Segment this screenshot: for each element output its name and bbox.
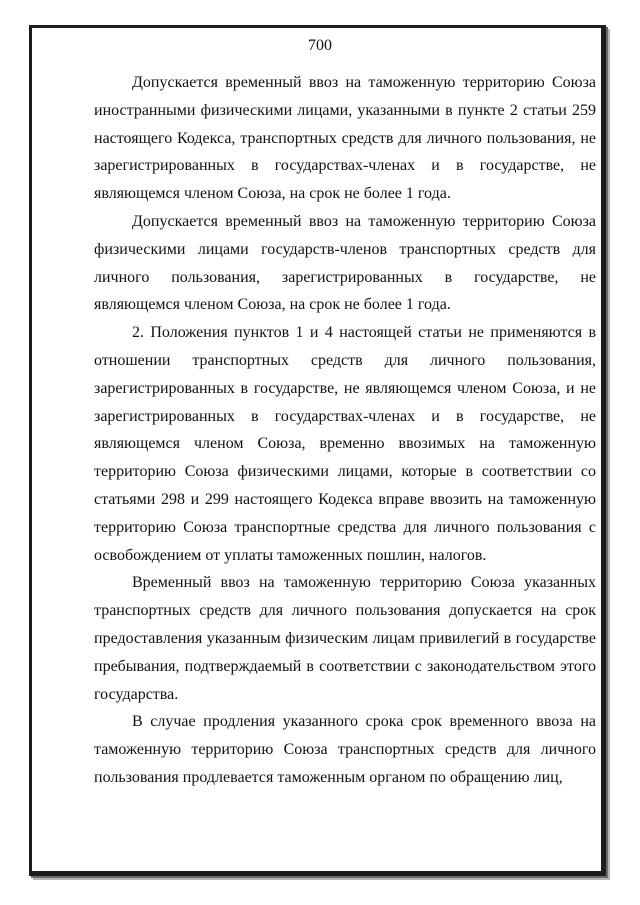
- paragraph: Допускается временный ввоз на таможенную территорию Союза физическими лицами государств-членов транспортных средств для личного пользования, зарегистрированных в государстве, не являющемся членом Союза, на срок не более 1 года.: [94, 212, 596, 314]
- paragraph: В случае продления указанного срока срок временного ввоза на таможенную территорию Союза транспортных средств для личного пользования продлевается таможенным органом по обращению лиц,: [94, 713, 596, 786]
- document-body: [94, 69, 596, 792]
- paragraph: Временный ввоз на таможенную территорию Союза указанных транспортных средств для личного пользования допускается на срок предоставления указанным физическим лицам привилегий в государстве пребывания, подтверждаемый в соответствии с законодательством этого государства.: [94, 574, 596, 703]
- page-number: 700: [308, 37, 332, 54]
- paragraph: Допускается временный ввоз на таможенную территорию Союза иностранными физическими лицами, указанными в пункте 2 статьи 259 настоящего Кодекса, транспортных средств для личного пользования, не зарегистрированных в государствах-членах и в государстве, не являющемся членом Союза, на срок не более 1 года.: [94, 74, 596, 203]
- paragraph: 2. Положения пунктов 1 и 4 настоящей статьи не применяются в отношении транспортных средств для личного пользования, зарегистрированных в государстве, не являющемся членом Союза, и не зарегистрированных в государствах-членах и в государстве, не являющемся членом Союза, временно ввозимых на таможенную территорию Союза физическими лицами, которые в соответствии со статьями 298 и 299 настоящего Кодекса вправе ввозить на таможенную территорию Союза транспортные средства для личного пользования с освобождением от уплаты таможенных пошлин, налогов.: [94, 324, 596, 564]
